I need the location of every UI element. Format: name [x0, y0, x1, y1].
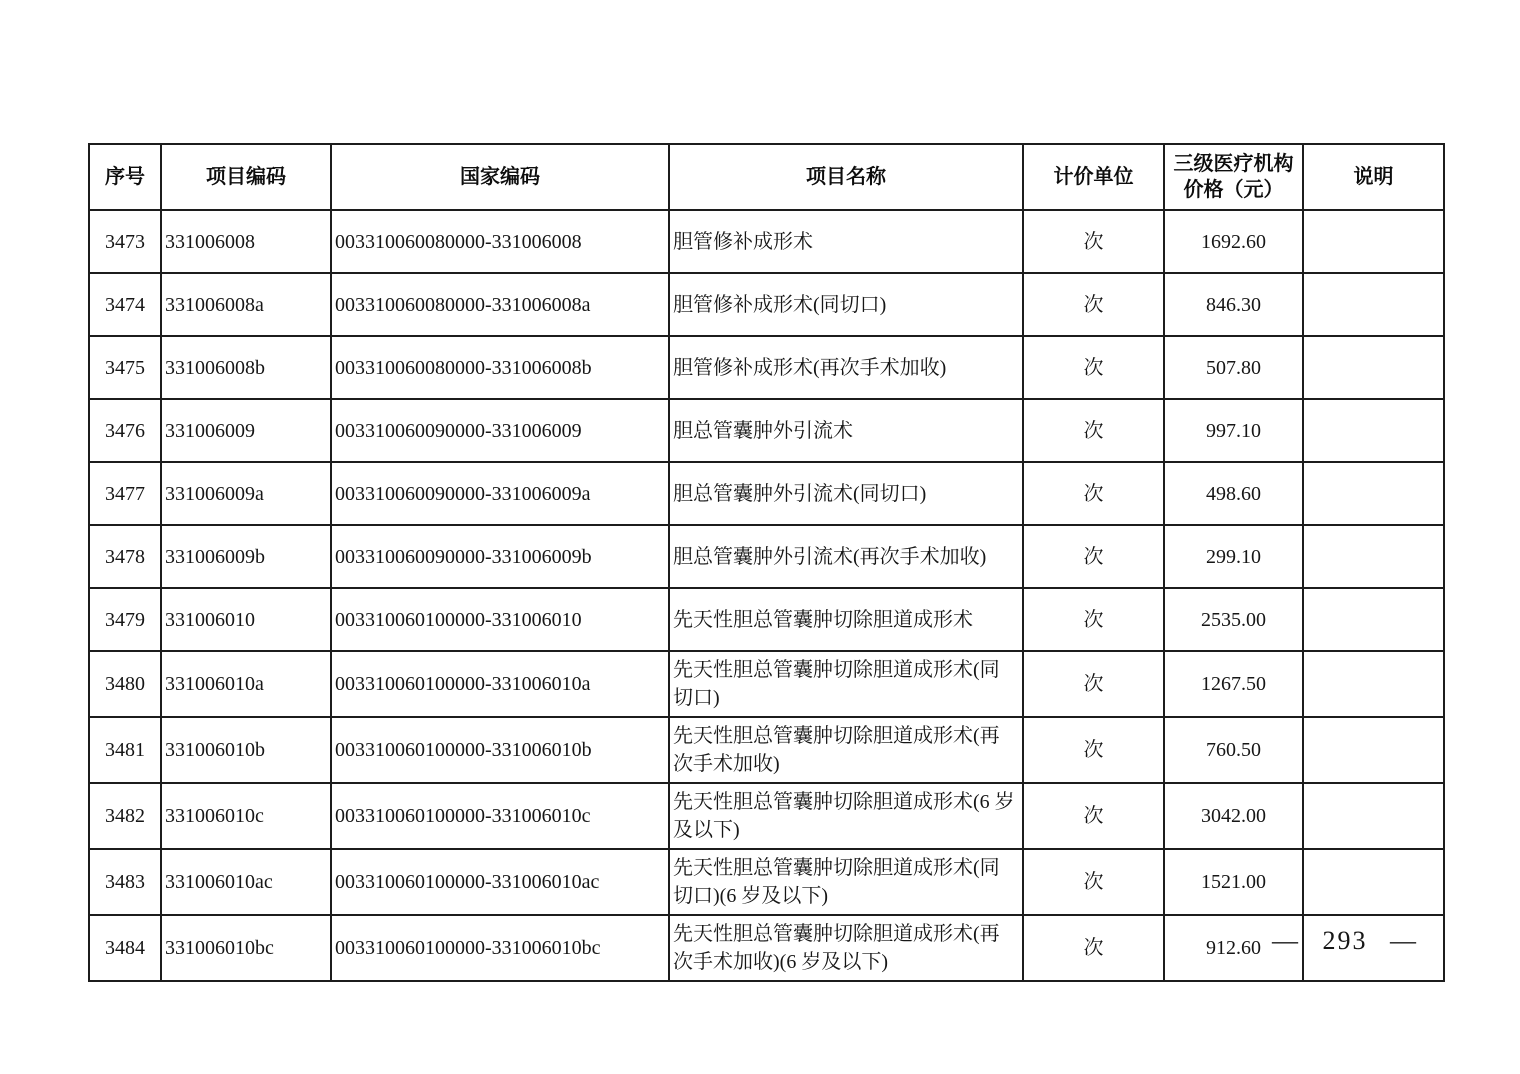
page-number: — 293 — [1272, 926, 1418, 955]
table-row [89, 783, 1444, 849]
cell-item-code: 331006009b [161, 525, 331, 588]
cell-seq: 3481 [89, 717, 161, 783]
cell-name: 先天性胆总管囊肿切除胆道成形术 [669, 588, 1023, 651]
cell-seq: 3479 [89, 588, 161, 651]
table-header-row [89, 144, 1444, 210]
cell-note [1303, 525, 1444, 588]
cell-price: 507.80 [1164, 336, 1303, 399]
cell-name: 胆管修补成形术(再次手术加收) [669, 336, 1023, 399]
cell-unit: 次 [1023, 783, 1164, 849]
cell-seq: 3474 [89, 273, 161, 336]
cell-national-code: 003310060100000-331006010 [331, 588, 669, 651]
table-row [89, 399, 1444, 462]
cell-unit: 次 [1023, 462, 1164, 525]
medical-price-table [88, 143, 1445, 982]
cell-price: 299.10 [1164, 525, 1303, 588]
cell-name: 胆总管囊肿外引流术(同切口) [669, 462, 1023, 525]
cell-national-code: 003310060100000-331006010bc [331, 915, 669, 981]
cell-unit: 次 [1023, 849, 1164, 915]
table-row [89, 210, 1444, 273]
cell-item-code: 331006008a [161, 273, 331, 336]
cell-price: 498.60 [1164, 462, 1303, 525]
cell-name: 先天性胆总管囊肿切除胆道成形术(同切口)(6 岁及以下) [669, 849, 1023, 915]
cell-unit: 次 [1023, 336, 1164, 399]
cell-item-code: 331006009 [161, 399, 331, 462]
cell-name: 先天性胆总管囊肿切除胆道成形术(6 岁及以下) [669, 783, 1023, 849]
cell-seq: 3480 [89, 651, 161, 717]
cell-note [1303, 849, 1444, 915]
cell-item-code: 331006010a [161, 651, 331, 717]
table-row [89, 336, 1444, 399]
cell-national-code: 003310060090000-331006009 [331, 399, 669, 462]
col-header-note: 说明 [1303, 144, 1444, 210]
cell-name: 胆总管囊肿外引流术 [669, 399, 1023, 462]
cell-national-code: 003310060090000-331006009b [331, 525, 669, 588]
cell-note [1303, 399, 1444, 462]
cell-name: 胆管修补成形术(同切口) [669, 273, 1023, 336]
cell-national-code: 003310060080000-331006008b [331, 336, 669, 399]
col-header-name: 项目名称 [669, 144, 1023, 210]
cell-name: 胆管修补成形术 [669, 210, 1023, 273]
cell-name: 先天性胆总管囊肿切除胆道成形术(再次手术加收)(6 岁及以下) [669, 915, 1023, 981]
cell-national-code: 003310060100000-331006010b [331, 717, 669, 783]
cell-seq: 3473 [89, 210, 161, 273]
table-row [89, 849, 1444, 915]
cell-price: 3042.00 [1164, 783, 1303, 849]
cell-national-code: 003310060090000-331006009a [331, 462, 669, 525]
cell-national-code: 003310060080000-331006008a [331, 273, 669, 336]
cell-seq: 3478 [89, 525, 161, 588]
cell-seq: 3482 [89, 783, 161, 849]
cell-name: 先天性胆总管囊肿切除胆道成形术(再次手术加收) [669, 717, 1023, 783]
cell-name: 先天性胆总管囊肿切除胆道成形术(同切口) [669, 651, 1023, 717]
table-row [89, 462, 1444, 525]
cell-note [1303, 651, 1444, 717]
cell-name: 胆总管囊肿外引流术(再次手术加收) [669, 525, 1023, 588]
cell-note [1303, 210, 1444, 273]
cell-unit: 次 [1023, 588, 1164, 651]
table-row [89, 525, 1444, 588]
cell-item-code: 331006008 [161, 210, 331, 273]
col-header-price: 三级医疗机构价格（元） [1164, 144, 1303, 210]
cell-price: 1692.60 [1164, 210, 1303, 273]
cell-price: 846.30 [1164, 273, 1303, 336]
cell-national-code: 003310060100000-331006010a [331, 651, 669, 717]
col-header-national-code: 国家编码 [331, 144, 669, 210]
cell-unit: 次 [1023, 717, 1164, 783]
cell-unit: 次 [1023, 525, 1164, 588]
cell-seq: 3484 [89, 915, 161, 981]
cell-seq: 3476 [89, 399, 161, 462]
table-row [89, 273, 1444, 336]
cell-note [1303, 588, 1444, 651]
cell-item-code: 331006010ac [161, 849, 331, 915]
cell-price: 1521.00 [1164, 849, 1303, 915]
cell-unit: 次 [1023, 651, 1164, 717]
cell-note [1303, 273, 1444, 336]
cell-item-code: 331006010c [161, 783, 331, 849]
cell-seq: 3477 [89, 462, 161, 525]
cell-national-code: 003310060080000-331006008 [331, 210, 669, 273]
cell-seq: 3483 [89, 849, 161, 915]
cell-price: 1267.50 [1164, 651, 1303, 717]
cell-note [1303, 783, 1444, 849]
cell-unit: 次 [1023, 399, 1164, 462]
cell-item-code: 331006010b [161, 717, 331, 783]
cell-unit: 次 [1023, 273, 1164, 336]
cell-note [1303, 462, 1444, 525]
cell-unit: 次 [1023, 915, 1164, 981]
cell-price: 760.50 [1164, 717, 1303, 783]
col-header-unit: 计价单位 [1023, 144, 1164, 210]
cell-price: 912.60 [1164, 915, 1303, 981]
cell-national-code: 003310060100000-331006010c [331, 783, 669, 849]
cell-item-code: 331006009a [161, 462, 331, 525]
col-header-item-code: 项目编码 [161, 144, 331, 210]
cell-note [1303, 336, 1444, 399]
table-row [89, 651, 1444, 717]
cell-price: 997.10 [1164, 399, 1303, 462]
cell-note [1303, 717, 1444, 783]
cell-seq: 3475 [89, 336, 161, 399]
table-row [89, 915, 1444, 981]
cell-national-code: 003310060100000-331006010ac [331, 849, 669, 915]
table-row [89, 717, 1444, 783]
cell-item-code: 331006010 [161, 588, 331, 651]
cell-unit: 次 [1023, 210, 1164, 273]
cell-item-code: 331006010bc [161, 915, 331, 981]
cell-item-code: 331006008b [161, 336, 331, 399]
col-header-seq: 序号 [89, 144, 161, 210]
table-row [89, 588, 1444, 651]
cell-price: 2535.00 [1164, 588, 1303, 651]
